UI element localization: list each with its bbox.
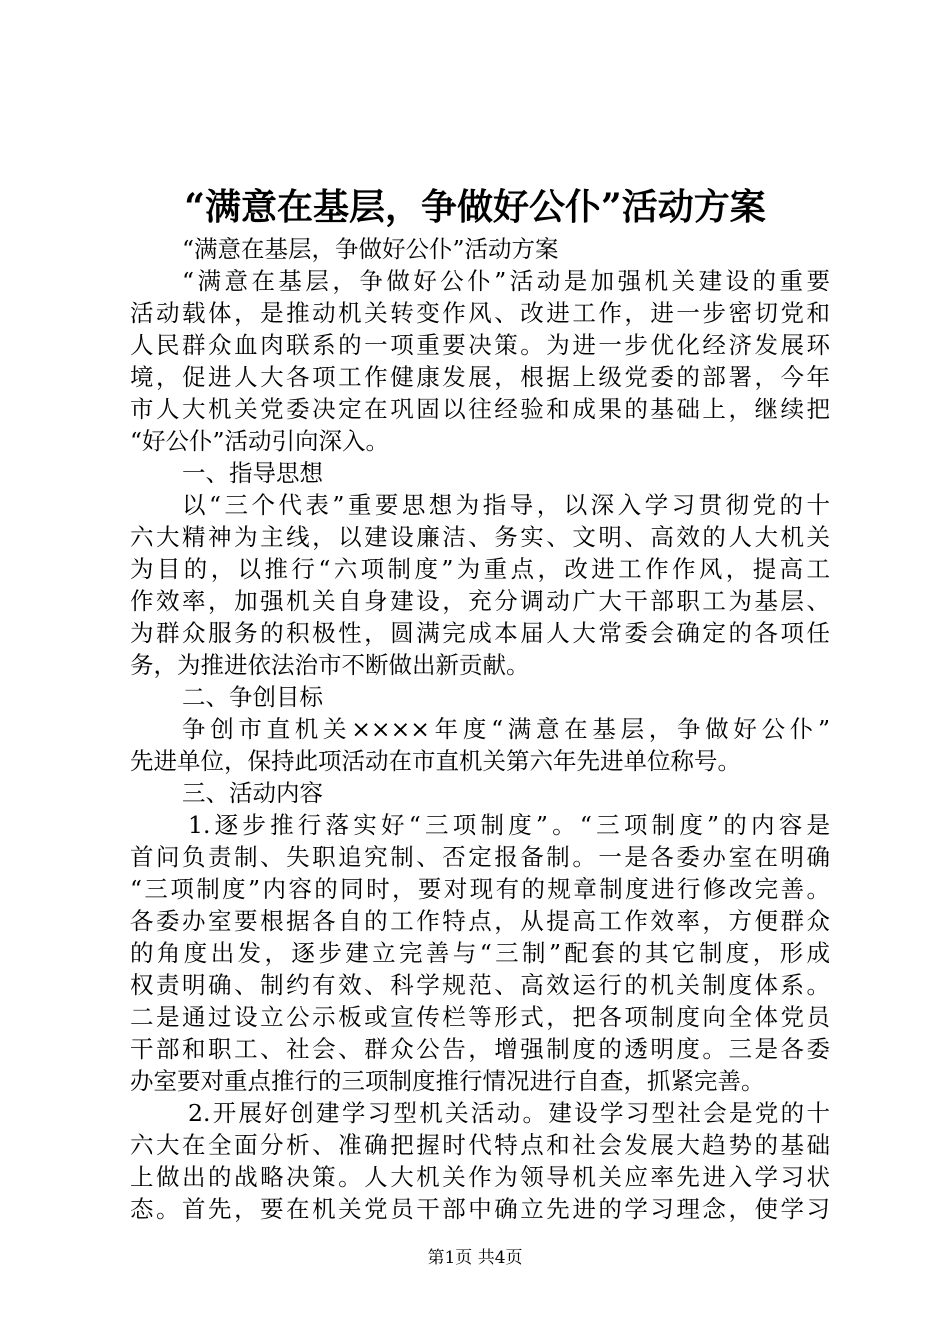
document-body (130, 233, 830, 1225)
paragraph-line: 权责明确、制约有效、科学规范、高效运行的机关制度体系。 (130, 971, 830, 999)
paragraph-line: 以“三个代表”重要思想为指导，以深入学习贯彻党的十 (182, 491, 830, 519)
paragraph-line: “满意在基层，争做好公仆”活动是加强机关建设的重要 (182, 267, 830, 295)
paragraph-line: 一、指导思想 (182, 459, 323, 487)
paragraph-line: “满意在基层，争做好公仆”活动方案 (182, 235, 559, 263)
paragraph-line: 六大精神为主线，以建设廉洁、务实、文明、高效的人大机关 (130, 523, 830, 551)
paragraph-line: 为群众服务的积极性，圆满完成本届人大常委会确定的各项任 (130, 619, 830, 647)
paragraph-line: 务，为推进依法治市不断做出新贡献。 (130, 651, 530, 679)
paragraph-line: 三、活动内容 (182, 779, 323, 807)
paragraph-line: 态。首先，要在机关党员干部中确立先进的学习理念，使学习 (130, 1195, 830, 1223)
paragraph-line: “三项制度”内容的同时，要对现有的规章制度进行修改完善。 (130, 875, 830, 903)
paragraph-line: 办室要对重点推行的三项制度推行情况进行自查，抓紧完善。 (130, 1067, 765, 1095)
paragraph-line: 2.开展好创建学习型机关活动。建设学习型社会是党的十 (188, 1099, 830, 1127)
paragraph-line: 的角度出发，逐步建立完善与“三制”配套的其它制度，形成 (130, 939, 830, 967)
paragraph-line: “好公仆”活动引向深入。 (130, 427, 390, 455)
paragraph-line: 作效率，加强机关自身建设，充分调动广大干部职工为基层、 (130, 587, 830, 615)
paragraph-line: 市人大机关党委决定在巩固以往经验和成果的基础上，继续把 (130, 395, 830, 423)
paragraph-line: 争创市直机关××××年度“满意在基层，争做好公仆” (182, 715, 830, 743)
paragraph-line: 六大在全面分析、准确把握时代特点和社会发展大趋势的基础 (130, 1131, 830, 1159)
paragraph-line: 为目的，以推行“六项制度”为重点，改进工作作风，提高工 (130, 555, 830, 583)
paragraph-line: 首问负责制、失职追究制、否定报备制。一是各委办室在明确 (130, 843, 830, 871)
paragraph-line: 二、争创目标 (182, 683, 323, 711)
paragraph-line: 1.逐步推行落实好“三项制度”。“三项制度”的内容是 (188, 811, 830, 839)
paragraph-line: 人民群众血肉联系的一项重要决策。为进一步优化经济发展环 (130, 331, 830, 359)
paragraph-line: 活动载体，是推动机关转变作风、改进工作，进一步密切党和 (130, 299, 830, 327)
paragraph-line: 干部和职工、社会、群众公告，增强制度的透明度。三是各委 (130, 1035, 830, 1063)
paragraph-line: 先进单位，保持此项活动在市直机关第六年先进单位称号。 (130, 747, 741, 775)
paragraph-line: 境，促进人大各项工作健康发展，根据上级党委的部署，今年 (130, 363, 830, 391)
document-title: “满意在基层，争做好公仆”活动方案 (184, 186, 766, 228)
page-indicator: 第1页 共4页 (427, 1248, 523, 1268)
paragraph-line: 二是通过设立公示板或宣传栏等形式，把各项制度向全体党员 (130, 1003, 830, 1031)
paragraph-line: 上做出的战略决策。人大机关作为领导机关应率先进入学习状 (130, 1163, 830, 1191)
paragraph-line: 各委办室要根据各自的工作特点，从提高工作效率，方便群众 (130, 907, 830, 935)
